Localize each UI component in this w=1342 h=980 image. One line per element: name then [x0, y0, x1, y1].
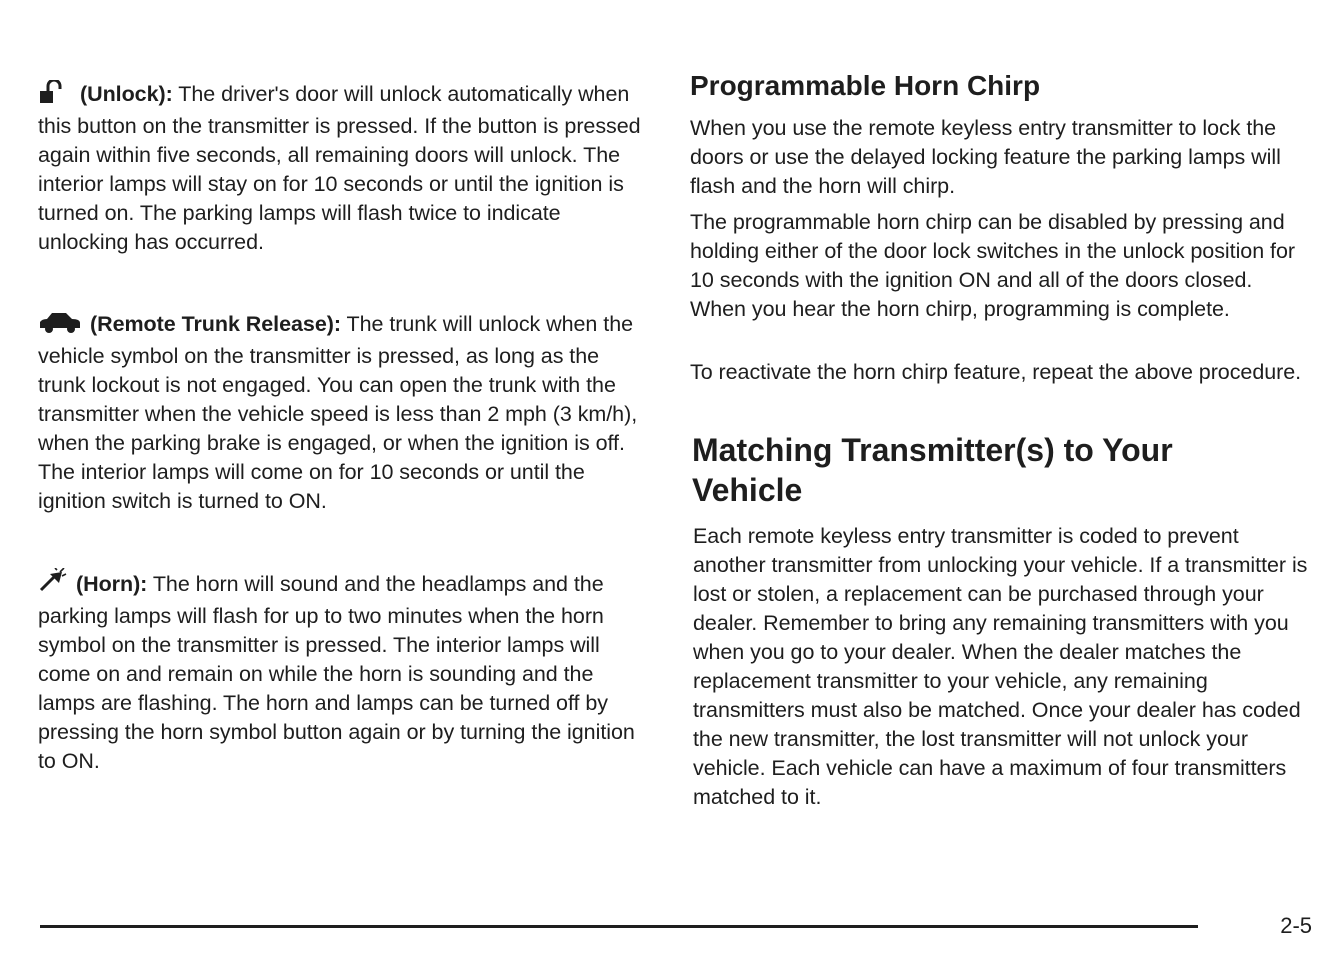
car-trunk-icon	[38, 310, 82, 342]
page-number: 2-5	[1280, 913, 1312, 938]
horn-chirp-paragraph-2: The programmable horn chirp can be disabled by pressing and holding either of the door lock switches in the unlock position for 10 seconds with the ignition ON and all of the doors closed. When you hear the horn chirp, programming is complete.	[690, 210, 1295, 321]
trunk-body: The trunk will unlock when the vehicle symbol on the transmitter is pressed, as long as the trunk lockout is not engaged. You can open the trunk with the transmitter when the vehicle speed is less than 2 mph (3 km/h), when the parking brake is engaged, or when the ignition is off. The interior lamps will come on for 10 seconds or until the ignition switch is turned to ON.	[38, 312, 638, 513]
unlock-term: (Unlock):	[80, 82, 173, 106]
matching-paragraph: Each remote keyless entry transmitter is coded to prevent another transmitter from unlocking your vehicle. If a transmitter is lost or stolen, a replacement can be purchased through your dealer. Remember to bring any remaining transmitters with you when you go to your dealer. When the dealer matches the replacement transmitter to your vehicle, any remaining transmitters must also be matched. Once your dealer has coded the new transmitter, the lost transmitter will not unlock your vehicle. Each vehicle can have a maximum of four transmitters matched to it.	[693, 524, 1308, 809]
horn-chirp-heading: Programmable Horn Chirp	[690, 70, 1041, 101]
trunk-paragraph	[38, 310, 650, 516]
footer-rule	[40, 925, 1198, 928]
trunk-term: (Remote Trunk Release):	[90, 312, 341, 336]
unlock-icon	[38, 80, 72, 112]
horn-term: (Horn):	[76, 572, 148, 596]
horn-body: The horn will sound and the headlamps and the parking lamps will flash for up to two minutes when the horn symbol on the transmitter is pressed. The interior lamps will come on and remain on while the horn is sounding and the lamps are flashing. The horn and lamps can be turned off by pressing the horn symbol button again or by turning the ignition to ON.	[38, 572, 635, 773]
unlock-body: The driver's door will unlock automatically when this button on the transmitter is pressed. If the button is pressed again within five seconds, all remaining doors will unlock. The interior lamps will stay on for 10 seconds or until the ignition is turned on. The parking lamps will flash twice to indicate unlocking has occurred.	[38, 82, 641, 254]
matching-heading: Matching Transmitter(s) to Your Vehicle	[692, 432, 1173, 508]
horn-chirp-paragraph-3: To reactivate the horn chirp feature, repeat the above procedure.	[690, 360, 1302, 384]
unlock-paragraph	[38, 80, 650, 257]
horn-icon	[38, 568, 68, 602]
horn-paragraph	[38, 568, 650, 776]
horn-chirp-paragraph-1: When you use the remote keyless entry transmitter to lock the doors or use the delayed locking feature the parking lamps will flash and the horn will chirp.	[690, 116, 1281, 198]
